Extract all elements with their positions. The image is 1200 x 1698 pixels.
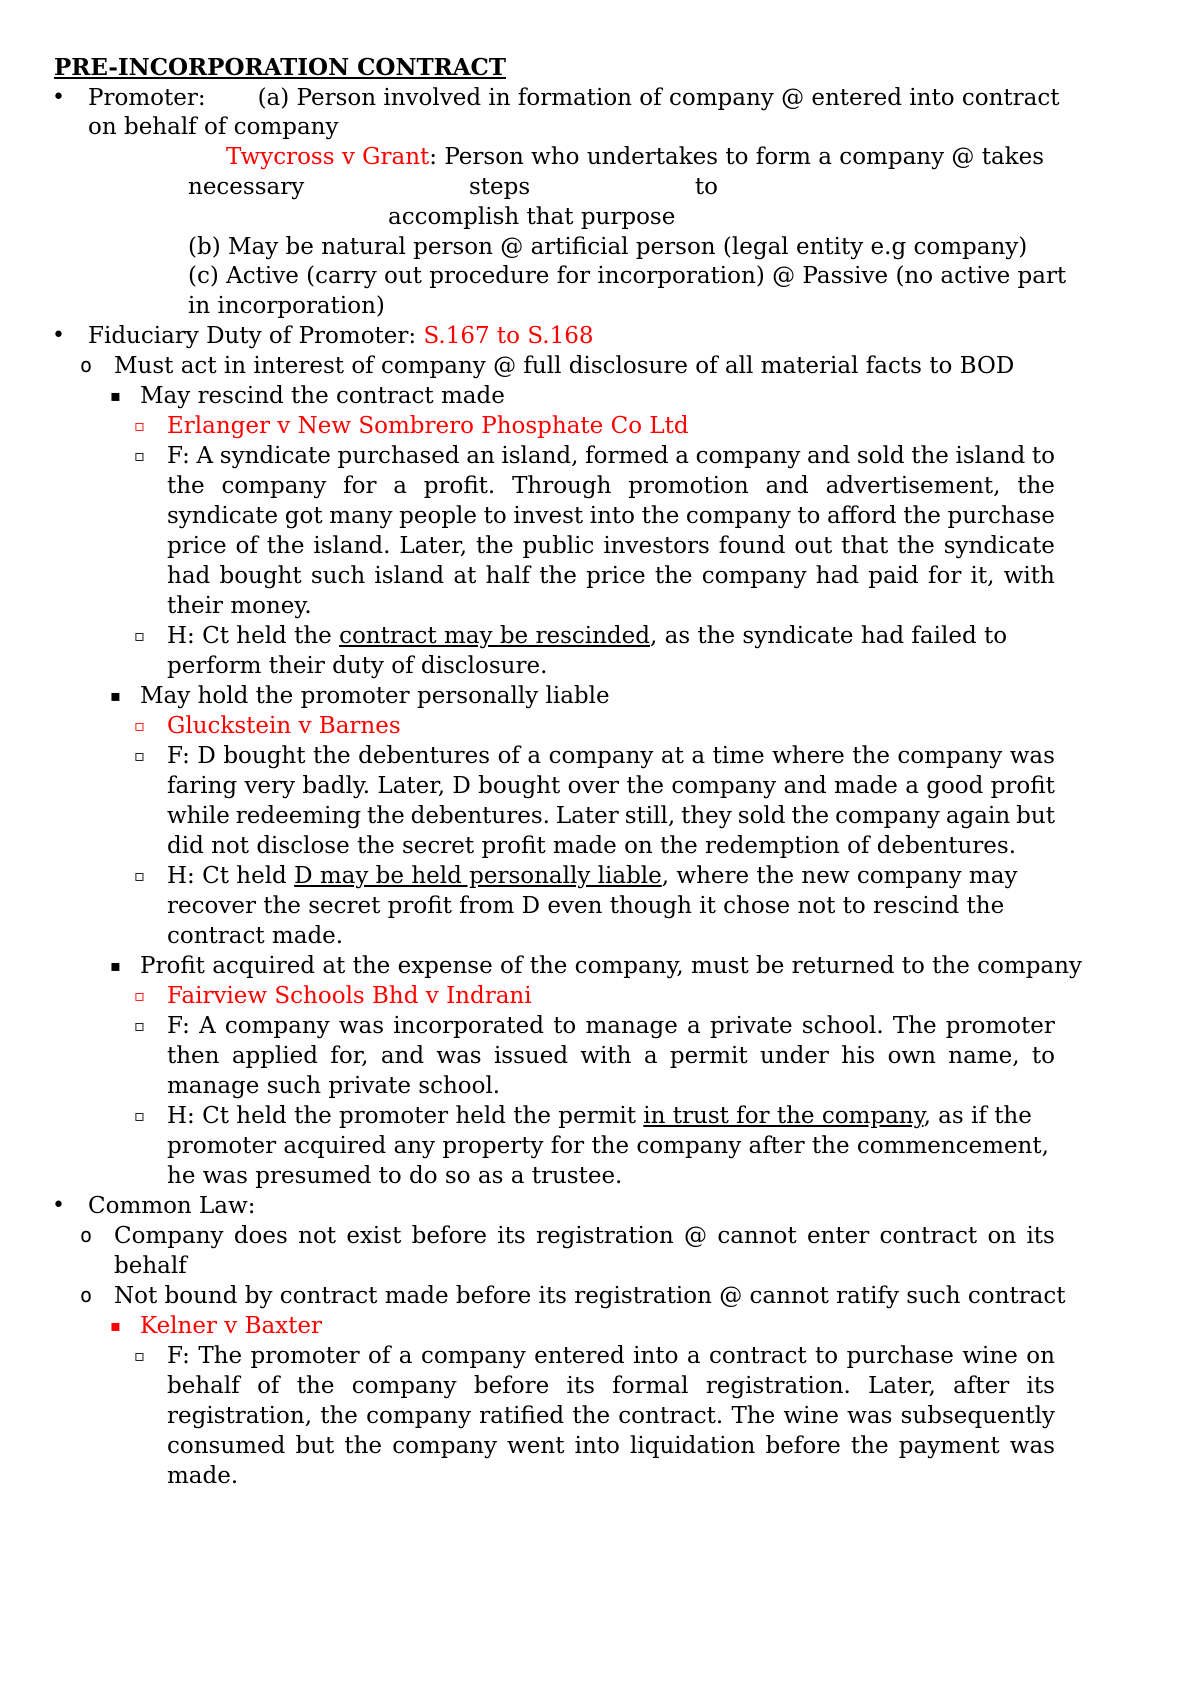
word: syndicate <box>167 503 279 529</box>
word: that <box>841 533 889 559</box>
word: then <box>167 1043 220 1069</box>
word: company <box>221 473 327 499</box>
word: registration <box>535 1223 674 1249</box>
gluckstein-facts-3 <box>167 800 1055 832</box>
word: sold <box>856 443 905 469</box>
word: o Company <box>114 1223 224 1249</box>
word: at <box>453 563 477 589</box>
erlanger-facts-6: their money. <box>167 593 312 619</box>
word: applied <box>231 1043 319 1069</box>
word: school. <box>801 1013 884 1039</box>
word: to <box>815 1343 839 1369</box>
liable-point: ▪ May hold the promoter personally liable <box>140 680 610 712</box>
word: redeeming <box>235 803 362 829</box>
word: D <box>197 743 216 769</box>
word: into <box>633 1343 679 1369</box>
word: liquidation <box>630 1433 756 1459</box>
word: the <box>296 1373 335 1399</box>
word: own <box>887 1043 936 1069</box>
word: its <box>1026 1373 1055 1399</box>
word: faring <box>167 773 238 799</box>
word: consumed <box>167 1433 286 1459</box>
case-twycross-v-grant: Twycross v Grant <box>226 144 430 170</box>
word: again <box>945 803 1011 829</box>
word: where <box>772 743 845 769</box>
word: into <box>574 1433 620 1459</box>
kelner-facts-3 <box>167 1400 1055 1432</box>
word: on <box>987 1223 1017 1249</box>
word: wine <box>783 1403 839 1429</box>
word: time <box>712 743 765 769</box>
word: was <box>338 1013 385 1039</box>
word: was <box>436 1043 482 1069</box>
word: the <box>654 563 693 589</box>
erlanger-facts-1 <box>167 440 1055 472</box>
word: after <box>953 1373 1010 1399</box>
gluckstein-held-1 <box>167 860 1017 892</box>
case-gluckstein: ▫ Gluckstein v Barnes <box>167 710 401 742</box>
word: for, <box>330 1043 369 1069</box>
word: out <box>794 533 833 559</box>
word: manage <box>585 1013 678 1039</box>
word-to: to <box>694 174 718 200</box>
word: promoter <box>945 1013 1055 1039</box>
word: enter <box>806 1223 870 1249</box>
word: of <box>368 1343 391 1369</box>
word: ▫ F: <box>167 1013 190 1039</box>
word: they <box>681 803 732 829</box>
word: the <box>572 1403 611 1429</box>
word: The <box>892 1013 937 1039</box>
word: @ <box>684 1223 707 1249</box>
case-kelner-v-baxter: ▪ Kelner v Baxter <box>140 1310 322 1342</box>
word: Later, <box>868 1373 936 1399</box>
promoter-def-a: (a) Person involved in formation of company @ entered into contract <box>257 85 1060 111</box>
word: a <box>905 773 919 799</box>
rescind-point: ▪ May rescind the contract made <box>140 380 505 412</box>
kelner-facts-1 <box>167 1340 1055 1372</box>
gluckstein-facts-2 <box>167 770 1055 802</box>
erlanger-facts-3 <box>167 500 1055 532</box>
word: to <box>1031 1043 1055 1069</box>
word: with <box>1003 563 1055 589</box>
fairview-facts-1 <box>167 1010 1055 1042</box>
word: went <box>507 1433 565 1459</box>
held-underlined: in trust for the company <box>643 1103 924 1129</box>
erlanger-facts-5 <box>167 560 1055 592</box>
word: got <box>284 503 323 529</box>
word: bought <box>478 773 561 799</box>
promoter-label: Promoter: <box>88 85 206 111</box>
word: company <box>224 1013 330 1039</box>
word: before <box>411 1223 487 1249</box>
word: a <box>687 1013 701 1039</box>
document-title: PRE-INCORPORATION CONTRACT <box>54 54 506 81</box>
fairview-held-1 <box>167 1100 1032 1132</box>
word: exist <box>346 1223 402 1249</box>
held-prefix: H: Ct held the promoter held the permit <box>167 1103 644 1129</box>
word: while <box>167 803 230 829</box>
erlanger-facts-2 <box>167 470 1055 502</box>
erlanger-facts-4 <box>167 530 1055 562</box>
word: to <box>483 503 507 529</box>
word: advertisement, <box>825 473 1001 499</box>
word: of <box>497 743 520 769</box>
word: made <box>834 773 898 799</box>
word: very <box>244 773 296 799</box>
word: A <box>196 443 214 469</box>
word: formal <box>612 1373 689 1399</box>
word: the <box>344 1433 383 1459</box>
word: profit. <box>423 473 496 499</box>
erlanger-held-1 <box>167 620 1055 652</box>
twycross-definition-cont: accomplish that purpose <box>388 204 676 230</box>
word: to <box>797 503 821 529</box>
word-necessary: necessary <box>188 174 305 200</box>
word: of <box>235 533 258 559</box>
word: the <box>641 503 680 529</box>
word: ▫ F: <box>167 743 190 769</box>
word: ▫ F: <box>167 1343 190 1369</box>
word: bought <box>219 563 302 589</box>
word: Later, <box>377 773 446 799</box>
fairview-facts-3: manage such private school. <box>167 1073 501 1099</box>
word: A <box>199 1013 216 1039</box>
word: the <box>911 443 949 469</box>
word: had <box>167 563 211 589</box>
word: entered <box>534 1343 625 1369</box>
word: promoter <box>250 1343 360 1369</box>
word: company <box>835 803 940 829</box>
word: invest <box>513 503 584 529</box>
word: company <box>392 1433 497 1459</box>
twycross-spaced-line <box>188 171 718 203</box>
fiduciary-duty-point: o Must act in interest of company @ full disclosure of all material facts to BOD <box>114 350 1014 382</box>
case-fairview: ▫ Fairview Schools Bhd v Indrani <box>167 980 532 1012</box>
word: company <box>548 743 654 769</box>
word: was <box>847 1403 893 1429</box>
fiduciary-bullet <box>88 320 593 352</box>
profit-point: ▪ Profit acquired at the expense of the company, must be returned to the company <box>140 950 1082 982</box>
word: the <box>791 803 830 829</box>
word: The <box>731 1403 776 1429</box>
word: contract. <box>618 1403 724 1429</box>
word: issued <box>493 1043 569 1069</box>
word: the <box>903 503 941 529</box>
case-erlanger: ▫ Erlanger v New Sombrero Phosphate Co Ltd <box>167 410 689 442</box>
word: purchase <box>947 503 1055 529</box>
word: before <box>765 1433 841 1459</box>
word: not <box>298 1223 337 1249</box>
word: for <box>927 563 962 589</box>
word: incorporated <box>393 1013 544 1039</box>
word: but <box>295 1433 335 1459</box>
word: purchase <box>846 1343 954 1369</box>
common-law-point-1 <box>114 1220 1055 1252</box>
word: island. <box>313 533 391 559</box>
fiduciary-label: Fiduciary Duty of Promoter: <box>88 323 424 349</box>
word: into <box>589 503 636 529</box>
word: the <box>167 473 205 499</box>
word-steps: steps <box>468 174 531 200</box>
word: debentures. <box>410 803 550 829</box>
word: the <box>266 533 305 559</box>
word: at <box>660 743 684 769</box>
word: it, <box>970 563 995 589</box>
promoter-def-a-cont: on behalf of company <box>88 114 339 140</box>
word: company <box>671 773 777 799</box>
word: the <box>367 803 405 829</box>
word: the <box>320 1403 358 1429</box>
word: and <box>380 1043 425 1069</box>
word: public <box>522 533 595 559</box>
word: company <box>420 1343 526 1369</box>
word: people <box>399 503 478 529</box>
word: and <box>806 443 851 469</box>
held-suffix: , as the syndicate had failed to <box>649 623 1008 649</box>
word: still, <box>624 803 676 829</box>
erlanger-held-2: perform their duty of disclosure. <box>167 653 548 679</box>
word: a <box>393 473 407 499</box>
word: debentures <box>358 743 491 769</box>
word: Later <box>555 803 619 829</box>
word: to <box>553 1013 577 1039</box>
word: its <box>566 1373 595 1399</box>
word: syndicate <box>943 533 1055 559</box>
word: many <box>329 503 393 529</box>
word: the <box>539 563 577 589</box>
held-underlined: D may be held personally liable <box>294 863 662 889</box>
word: permit <box>669 1043 748 1069</box>
word: behalf <box>167 1373 240 1399</box>
common-law-point-2: o Not bound by contract made before its registration @ cannot ratify such contract <box>114 1280 1066 1312</box>
promoter-bullet <box>88 82 1060 114</box>
fairview-facts-2 <box>167 1040 1055 1072</box>
word: for <box>343 473 377 499</box>
word: The <box>198 1343 243 1369</box>
word: the <box>626 773 665 799</box>
word: the <box>852 743 890 769</box>
common-law-point-1-cont: behalf <box>114 1253 187 1279</box>
fairview-held-2: promoter acquired any property for the company after the commencement, <box>167 1133 1049 1159</box>
word: formed <box>585 443 669 469</box>
held-underlined: contract may be rescinded <box>339 623 650 649</box>
word: badly. <box>302 773 371 799</box>
word: profit <box>990 773 1055 799</box>
word: does <box>233 1223 288 1249</box>
promoter-def-c: (c) Active (carry out procedure for incorporation) @ Passive (no active part <box>188 263 1067 289</box>
twycross-definition: : Person who undertakes to form a company @ takes <box>429 144 1045 170</box>
word: the <box>1017 473 1055 499</box>
held-suffix: , where the new company may <box>661 863 1018 889</box>
word: payment <box>898 1433 1000 1459</box>
word: a <box>675 443 689 469</box>
word: ratified <box>479 1403 565 1429</box>
word: company <box>366 1403 471 1429</box>
word: under <box>759 1043 829 1069</box>
word: company <box>897 743 1003 769</box>
word: and <box>783 773 827 799</box>
word: was <box>1009 1433 1055 1459</box>
word: D <box>452 773 471 799</box>
held-suffix: , as if the <box>923 1103 1032 1129</box>
kelner-facts-4 <box>167 1430 1055 1462</box>
word: price <box>586 563 646 589</box>
word: wine <box>962 1343 1018 1369</box>
word: its <box>497 1223 526 1249</box>
word: registration, <box>167 1403 313 1429</box>
word: price <box>167 533 227 559</box>
word: company <box>351 1373 457 1399</box>
word: was <box>1009 743 1055 769</box>
kelner-facts-2 <box>167 1370 1055 1402</box>
word: good <box>926 773 984 799</box>
word: had <box>815 563 860 589</box>
word: promotion <box>628 473 749 499</box>
word: the <box>897 533 935 559</box>
fairview-held-3: he was presumed to do so as a trustee. <box>167 1163 623 1189</box>
word: of <box>257 1373 280 1399</box>
word: bought <box>223 743 306 769</box>
word: the <box>312 743 351 769</box>
common-law-bullet: • Common Law: <box>88 1190 255 1222</box>
word: contract <box>879 1223 978 1249</box>
word: the <box>475 533 514 559</box>
word: island <box>374 563 445 589</box>
word: syndicate <box>219 443 331 469</box>
gluckstein-facts-1 <box>167 740 1055 772</box>
held-prefix: H: Ct held the <box>167 623 340 649</box>
word: before <box>473 1373 550 1399</box>
word: such <box>310 563 366 589</box>
word: the <box>850 1433 889 1459</box>
word: island <box>955 443 1026 469</box>
word: subsequently <box>900 1403 1055 1429</box>
word: but <box>1016 803 1055 829</box>
word: contract <box>709 1343 807 1369</box>
word: name, <box>948 1043 1020 1069</box>
word: Later, <box>399 533 468 559</box>
word: Through <box>512 473 612 499</box>
word: to <box>1031 443 1055 469</box>
word: a <box>686 1343 701 1369</box>
word: half <box>485 563 530 589</box>
gluckstein-held-3: contract made. <box>167 923 344 949</box>
word: on <box>1026 1343 1055 1369</box>
word: a <box>643 1043 658 1069</box>
word: company <box>685 503 791 529</box>
word: company <box>701 563 807 589</box>
word: private <box>709 1013 793 1039</box>
word: his <box>841 1043 876 1069</box>
held-prefix: H: Ct held <box>167 863 295 889</box>
word: over <box>567 773 620 799</box>
word: found <box>718 533 786 559</box>
word: sold <box>737 803 786 829</box>
fiduciary-sections: S.167 to S.168 <box>423 323 594 349</box>
word: purchased <box>337 443 460 469</box>
word: a <box>527 743 542 769</box>
word: ▫ F: <box>167 443 190 469</box>
gluckstein-held-2: recover the secret profit from D even though it chose not to rescind the <box>167 893 1005 919</box>
kelner-facts-5: made. <box>167 1463 239 1489</box>
gluckstein-facts-4: did not disclose the secret profit made on the redemption of debentures. <box>167 833 1017 859</box>
word: company <box>695 443 801 469</box>
word: with <box>580 1043 632 1069</box>
word: afford <box>827 503 897 529</box>
word: cannot <box>717 1223 797 1249</box>
word: a <box>398 1343 413 1369</box>
word: and <box>765 473 809 499</box>
word: investors <box>603 533 710 559</box>
twycross-line <box>226 141 1044 173</box>
word: registration. <box>705 1373 851 1399</box>
word: a <box>691 743 706 769</box>
promoter-def-b: (b) May be natural person @ artificial person (legal entity e.g company) <box>188 234 1028 260</box>
word: island, <box>501 443 579 469</box>
word: paid <box>868 563 919 589</box>
word: an <box>466 443 495 469</box>
word: its <box>1026 1223 1055 1249</box>
promoter-def-c-cont: in incorporation) <box>188 293 385 319</box>
